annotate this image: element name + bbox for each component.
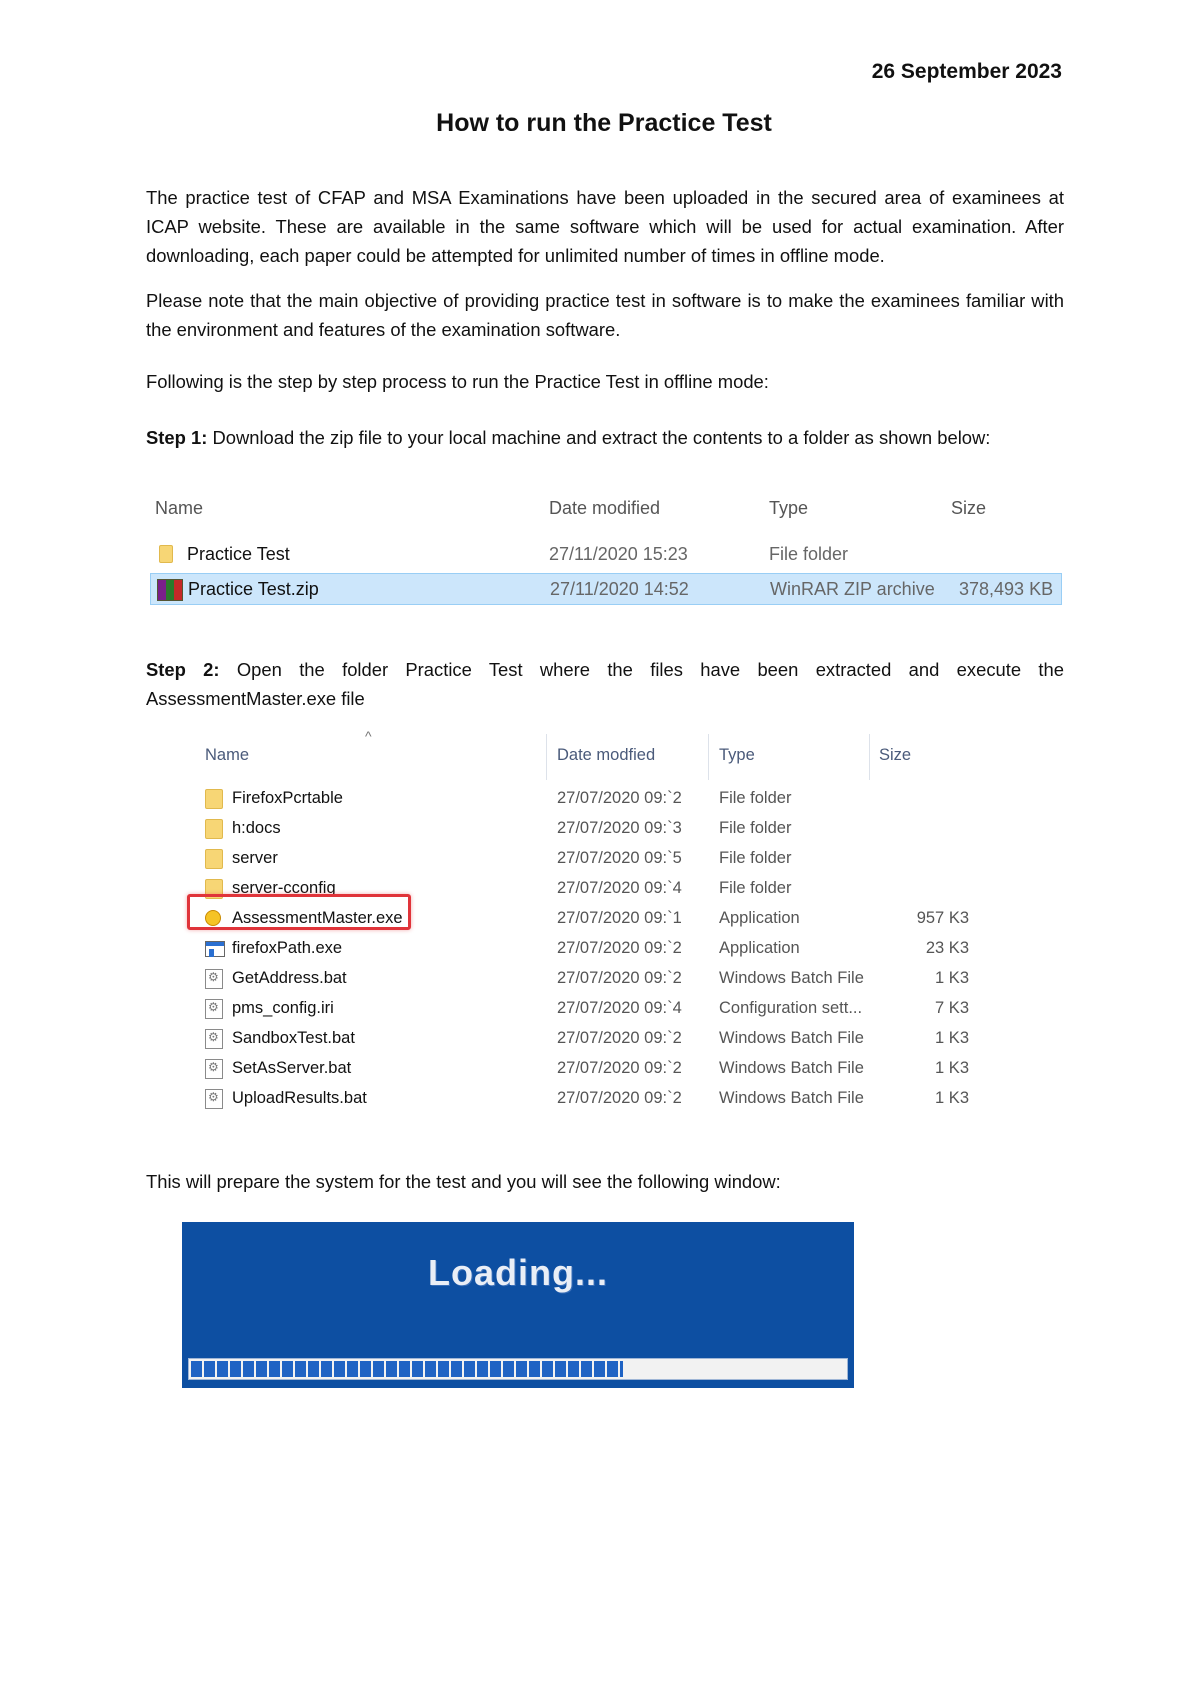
progress-fill xyxy=(191,1361,623,1377)
file-type: Windows Batch File xyxy=(719,1029,864,1047)
document-date: 26 September 2023 xyxy=(871,60,1062,83)
file-name: UploadResults.bat xyxy=(232,1089,367,1107)
file-date: 27/11/2020 15:23 xyxy=(549,544,688,564)
folder-icon xyxy=(205,789,223,809)
process-intro: Following is the step by step process to run the Practice Test in offline mode: xyxy=(146,371,769,392)
step2-paragraph xyxy=(146,655,1064,713)
file-date: 27/11/2020 14:52 xyxy=(550,579,689,599)
folder-icon xyxy=(205,819,223,839)
progress-bar xyxy=(188,1358,848,1380)
file-name: server-cconfig xyxy=(232,879,336,897)
folder-icon xyxy=(159,545,173,563)
col-header-size[interactable]: Size xyxy=(951,498,987,518)
file-date: 27/07/2020 09:`4 xyxy=(557,999,682,1017)
file-name: server xyxy=(232,849,278,867)
file-name: firefoxPath.exe xyxy=(232,939,343,957)
col-header-name[interactable]: Name xyxy=(155,498,204,518)
document-title: How to run the Practice Test xyxy=(436,109,772,137)
loading-intro: This will prepare the system for the test and you will see the following window: xyxy=(146,1171,781,1192)
file-row[interactable] xyxy=(195,1024,969,1054)
file-name: GetAddress.bat xyxy=(232,969,347,987)
step1-text: Download the zip file to your local machine and extract the contents to a folder as shown below: xyxy=(207,427,991,448)
step1-paragraph xyxy=(146,423,1064,452)
file-type: File folder xyxy=(719,789,792,807)
file-type: File folder xyxy=(769,544,849,564)
file-size: 7 K3 xyxy=(935,999,969,1017)
file-type: Windows Batch File xyxy=(719,1089,864,1107)
file-type: Application xyxy=(719,939,800,957)
file-date: 27/07/2020 09:`5 xyxy=(557,849,682,867)
file-name: FirefoxPcrtable xyxy=(232,789,343,807)
col-header-type[interactable]: Type xyxy=(719,746,755,764)
file-type: WinRAR ZIP archive xyxy=(770,579,935,599)
file-date: 27/07/2020 09:`3 xyxy=(557,819,682,837)
file-name: SetAsServer.bat xyxy=(232,1059,352,1077)
file-row[interactable] xyxy=(195,1084,969,1114)
file-type: Application xyxy=(719,909,800,927)
explorer-folder-listing xyxy=(195,728,969,1114)
file-date: 27/07/2020 09:`1 xyxy=(557,909,682,927)
file-size: 23 K3 xyxy=(925,939,969,957)
loading-window xyxy=(182,1222,854,1388)
file-row[interactable] xyxy=(150,539,1062,571)
step1-label: Step 1: xyxy=(146,427,208,448)
file-name: pms_config.iri xyxy=(232,999,334,1017)
file-type: Windows Batch File xyxy=(719,969,864,987)
intro-paragraph: The practice test of CFAP and MSA Examinations have been uploaded in the secured area of examinees at ICAP website. These are available in the same software which will be used for actual examination. After downloading, each paper could be attempted for unlimited number of times in offline mode. xyxy=(146,187,1064,266)
file-size: 1 K3 xyxy=(935,1089,969,1107)
file-date: 27/07/2020 09:`4 xyxy=(557,879,682,897)
column-divider[interactable] xyxy=(869,734,870,780)
sort-up-icon[interactable]: ^ xyxy=(365,728,372,744)
file-size: 1 K3 xyxy=(935,969,969,987)
file-name: Practice Test xyxy=(187,544,290,564)
file-date: 27/07/2020 09:`2 xyxy=(557,789,682,807)
file-size: 1 K3 xyxy=(935,1059,969,1077)
file-size: 957 K3 xyxy=(916,909,969,927)
file-name: h:docs xyxy=(232,819,281,837)
file-date: 27/07/2020 09:`2 xyxy=(557,1089,682,1107)
file-type: Configuration sett... xyxy=(719,999,863,1017)
folder-icon xyxy=(205,849,223,869)
file-date: 27/07/2020 09:`2 xyxy=(557,969,682,987)
column-divider[interactable] xyxy=(546,734,547,780)
file-row[interactable] xyxy=(195,1054,969,1084)
file-date: 27/07/2020 09:`2 xyxy=(557,1059,682,1077)
file-row-selected[interactable] xyxy=(150,573,1062,605)
file-row[interactable] xyxy=(195,964,969,994)
col-header-date[interactable]: Date modified xyxy=(549,498,661,518)
file-size: 1 K3 xyxy=(935,1029,969,1047)
file-row[interactable] xyxy=(195,814,955,844)
file-name: Practice Test.zip xyxy=(188,579,319,599)
objective-paragraph: Please note that the main objective of providing practice test in software is to make the examinees familiar with the environment and features of the examination software. xyxy=(146,290,1064,340)
file-row[interactable] xyxy=(195,934,969,964)
highlight-box xyxy=(187,894,411,930)
file-name: AssessmentMaster.exe xyxy=(232,909,403,927)
file-row[interactable] xyxy=(195,784,955,814)
col-header-size[interactable]: Size xyxy=(879,746,912,764)
file-type: File folder xyxy=(719,819,792,837)
col-header-date[interactable]: Date modfied xyxy=(557,746,656,764)
file-date: 27/07/2020 09:`2 xyxy=(557,939,682,957)
column-divider[interactable] xyxy=(708,734,709,780)
winrar-icon xyxy=(157,579,183,601)
step2-label: Step 2: xyxy=(146,659,220,680)
file-type: Windows Batch File xyxy=(719,1059,864,1077)
col-header-name[interactable]: Name xyxy=(205,746,250,764)
file-type: File folder xyxy=(719,849,792,867)
explorer-zip-listing xyxy=(150,498,1062,610)
col-header-type[interactable]: Type xyxy=(769,498,809,518)
file-date: 27/07/2020 09:`2 xyxy=(557,1029,682,1047)
file-size: 378,493 KB xyxy=(959,579,1054,599)
loading-text: Loading... xyxy=(428,1252,608,1293)
file-name: SandboxTest.bat xyxy=(232,1029,355,1047)
file-row[interactable] xyxy=(195,994,969,1024)
file-row[interactable] xyxy=(195,844,955,874)
file-type: File folder xyxy=(719,879,792,897)
step2-text: Open the folder Practice Test where the files have been extracted and execute the AssessmentMaster.exe file xyxy=(146,659,1064,709)
